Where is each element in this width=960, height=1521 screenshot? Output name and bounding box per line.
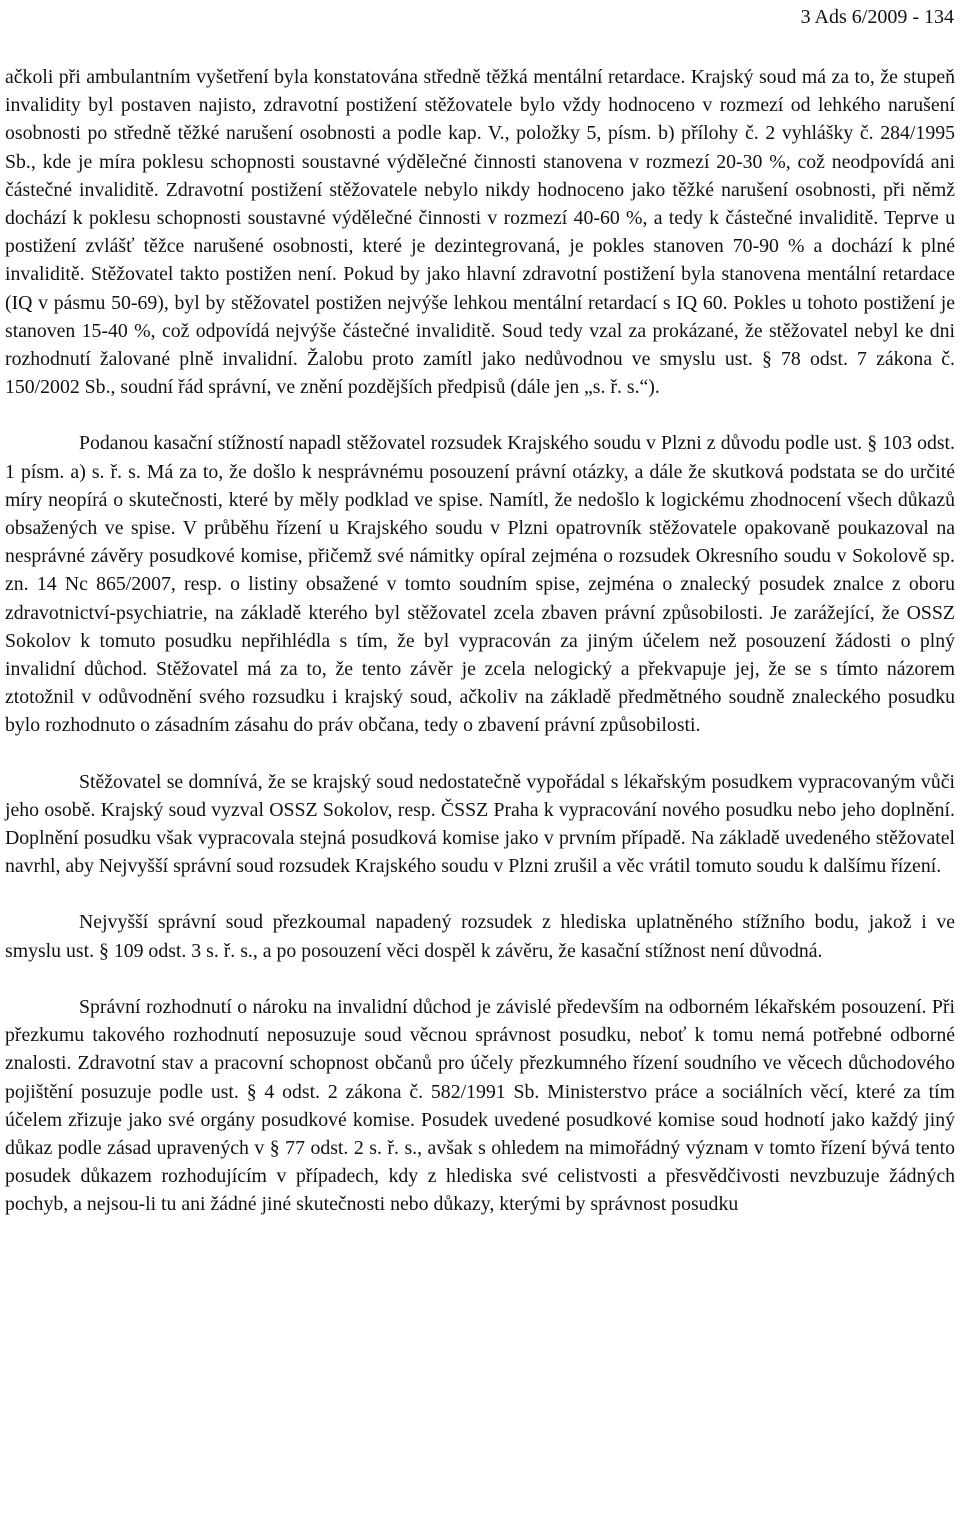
paragraph-2: Podanou kasační stížností napadl stěžovatel rozsudek Krajského soudu v Plzni z důvodu podle ust. § 103 odst. 1 písm. a) s. ř. s. Má za to, že došlo k nesprávnému posouzení právní otázky, a dále že skutková podstata se do určité míry neopírá o skutečnosti, které by měly podklad ve spise. Namítl, že nedošlo k logickému zhodnocení všech důkazů obsažených ve spise. V průběhu řízení u Krajského soudu v Plzni opatrovník stěžovatele opakovaně poukazoval na nesprávné závěry posudkové komise, přičemž své námitky opíral zejména o rozsudek Okresního soudu v Sokolově sp. zn. 14 Nc 865/2007, resp. o listiny obsažené v tomto soudním spise, zejména o znalecký posudek znalce z oboru zdravotnictví-psychiatrie, na základě kterého byl stěžovatel zcela zbaven právní způsobilosti. Je zarážející, že OSSZ Sokolov k tomuto posudku nepřihlédla s tím, že byl vypracován za jiným účelem než posouzení žádosti o plný invalidní důchod. Stěžovatel má za to, že tento závěr je zcela nelogický a překvapuje jej, že se s tímto názorem ztotožnil v odůvodnění svého rozsudku i krajský soud, ačkoliv na základě předmětného soudně znaleckého posudku bylo rozhodnuto o zásadním zásahu do práv občana, tedy o zbavení právní způsobilosti. — [5, 432, 955, 737]
page-reference: 3 Ads 6/2009 - 134 — [800, 6, 954, 28]
paragraph-1: ačkoli při ambulantním vyšetření byla konstatována středně těžká mentální retardace. Krajský soud má za to, že stupeň invalidity byl postaven najisto, zdravotní postižení stěžovatele bylo vždy hodnoceno v rozmezí od lehkého narušení osobnosti po středně těžké narušení osobnosti a podle kap. V., položky 5, písm. b) přílohy č. 2 vyhlášky č. 284/1995 Sb., kde je míra poklesu schopnosti soustavné výdělečné činnosti stanovena v rozmezí 20-30 %, což neodpovídá ani částečné invaliditě. Zdravotní postižení stěžovatele nebylo nikdy hodnoceno jako těžké narušení osobnosti, při němž dochází k poklesu schopnosti soustavné výdělečné činnosti v rozmezí 40-60 %, a tedy k částečné invaliditě. Teprve u postižení zvlášť těžce narušené osobnosti, které je dezintegrovaná, je pokles stanoven 70-90 % a dochází k plné invaliditě. Stěžovatel takto postižen není. Pokud by jako hlavní zdravotní postižení byla stanovena mentální retardace (IQ v pásmu 50-69), byl by stěžovatel postižen nejvýše lehkou mentální retardací s IQ 60. Pokles u tohoto postižení je stanoven 15-40 %, což odpovídá nejvýše částečné invaliditě. Soud tedy vzal za prokázané, že stěžovatel nebyl ke dni rozhodnutí žalované plně invalidní. Žalobu proto zamítl jako nedůvodnou ve smyslu ust. § 78 odst. 7 zákona č. 150/2002 Sb., soudní řád správní, ve znění pozdějších předpisů (dále jen „s. ř. s.“). — [5, 66, 955, 399]
paragraph-3: Stěžovatel se domnívá, že se krajský soud nedostatečně vypořádal s lékařským posudkem vypracovaným vůči jeho osobě. Krajský soud vyzval OSSZ Sokolov, resp. ČSSZ Praha k vypracování nového posudku nebo jeho doplnění. Doplnění posudku však vypracovala stejná posudková komise jako v prvním případě. Na základě uvedeného stěžovatel navrhl, aby Nejvyšší správní soud rozsudek Krajského soudu v Plzni zrušil a věc vrátil tomuto soudu k dalšímu řízení. — [5, 770, 955, 878]
paragraph-5: Správní rozhodnutí o nároku na invalidní důchod je závislé především na odborném lékařském posouzení. Při přezkumu takového rozhodnutí neposuzuje soud věcnou správnost posudku, neboť k tomu nemá potřebné odborné znalosti. Zdravotní stav a pracovní schopnost občanů pro účely přezkumného řízení soudního ve věcech důchodového pojištění posuzuje podle ust. § 4 odst. 2 zákona č. 582/1991 Sb. Ministerstvo práce a sociálních věcí, které za tím účelem zřizuje jako své orgány posudkové komise. Posudek uvedené posudkové komise soud hodnotí jako každý jiný důkaz podle zásad upravených v § 77 odst. 2 s. ř. s., avšak s ohledem na mimořádný význam v tomto řízení bývá tento posudek důkazem rozhodujícím v případech, kdy z hlediska své celistvosti a přesvědčivosti nevzbuzuje žádných pochyb, a nejsou-li tu ani žádné jiné skutečnosti nebo důkazy, kterými by správnost posudku — [5, 995, 955, 1216]
document-body — [5, 63, 955, 1219]
paragraph-4: Nejvyšší správní soud přezkoumal napadený rozsudek z hlediska uplatněného stížního bodu, jakož i ve smyslu ust. § 109 odst. 3 s. ř. s., a po posouzení věci dospěl k závěru, že kasační stížnost není důvodná. — [5, 911, 955, 962]
